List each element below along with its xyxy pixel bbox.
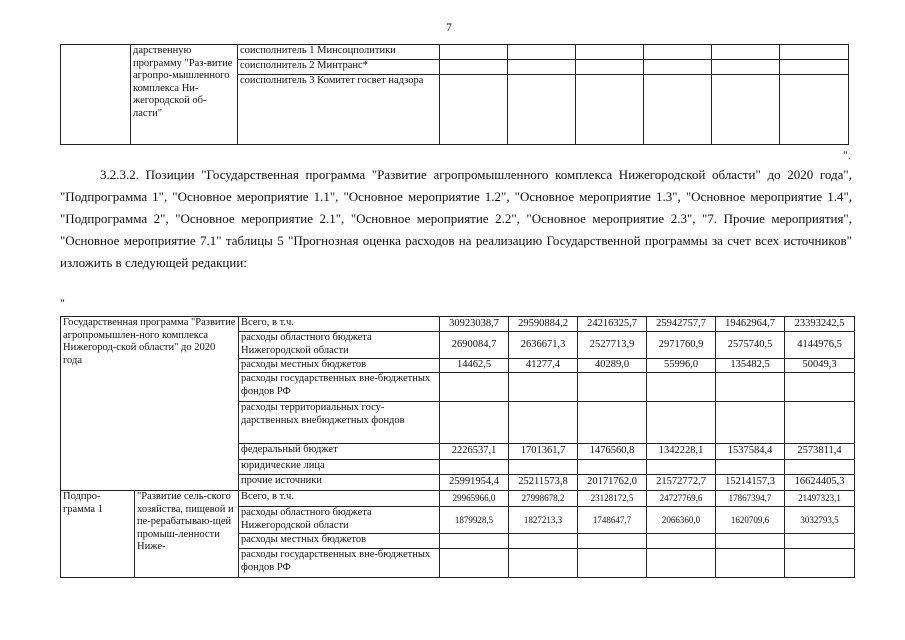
value-cell: 55996,0 xyxy=(647,359,716,373)
opening-quote: " xyxy=(60,296,65,310)
value-cell xyxy=(716,402,785,444)
row-label: расходы местных бюджетов xyxy=(239,359,440,373)
value-cell: 25211573,8 xyxy=(509,475,578,491)
value-cell xyxy=(509,402,578,444)
value-cell xyxy=(578,373,647,402)
row-label: расходы областного бюджета Нижегородской области xyxy=(239,332,440,359)
expenditure-table xyxy=(60,316,855,578)
value-cell: 17867394,7 xyxy=(716,491,785,507)
value-cell: 2226537,1 xyxy=(440,444,509,460)
value-cell xyxy=(716,549,785,578)
value-cell: 3032793,5 xyxy=(785,507,855,534)
value-cell: 29590884,2 xyxy=(509,317,578,332)
subprogram-label-cell: Подпро-грамма 1 xyxy=(61,491,135,578)
value-cell: 23128172,5 xyxy=(578,491,647,507)
value-cell: 50049,3 xyxy=(785,359,855,373)
value-cell: 21497323,1 xyxy=(785,491,855,507)
value-cell xyxy=(716,534,785,549)
value-cell xyxy=(440,373,509,402)
value-cell xyxy=(785,549,855,578)
value-cell xyxy=(440,534,509,549)
value-cell: 1620709,6 xyxy=(716,507,785,534)
row-label: Всего, в т.ч. xyxy=(239,491,440,507)
top-table xyxy=(60,44,849,145)
value-cell xyxy=(716,460,785,475)
value-cell: 14462,5 xyxy=(440,359,509,373)
value-cell xyxy=(647,549,716,578)
value-cell: 25942757,7 xyxy=(647,317,716,332)
row-label: расходы государственных вне-бюджетных фондов РФ xyxy=(239,373,440,402)
value-cell xyxy=(785,402,855,444)
paragraph-text: 3.2.3.2. Позиции "Государственная программа "Развитие агропромышленного комплекса Нижегородской области" до 2020 года", "Подпрограмма 1", "Основное мероприятие 1.1", "Основное мероприятие 1.2", "Основное мероприятие 1.3", "Основное мероприятие 1.4", "Подпрограмма 2", "Основное мероприятие 2.1", "Основное мероприятие 2.2", "Основное мероприятие 2.3", "7. Прочие мероприятия", "Основное мероприятие 7.1" таблицы 5 "Прогнозная оценка расходов на реализацию Государственной программы за счет всех источников" изложить в следующей редакции: xyxy=(60,167,852,270)
value-cell: 23393242,5 xyxy=(785,317,855,332)
row-label: федеральный бюджет xyxy=(239,444,440,460)
value-cell: 2066360,0 xyxy=(647,507,716,534)
table-row xyxy=(61,317,855,332)
value-cell: 20171762,0 xyxy=(578,475,647,491)
value-cell xyxy=(509,460,578,475)
value-cell: 1879928,5 xyxy=(440,507,509,534)
value-cell xyxy=(647,534,716,549)
amendment-paragraph xyxy=(60,164,852,274)
value-cell xyxy=(785,373,855,402)
value-cell xyxy=(509,373,578,402)
value-cell: 2527713,9 xyxy=(578,332,647,359)
value-cell xyxy=(578,549,647,578)
value-cell: 19462964,7 xyxy=(716,317,785,332)
value-cell xyxy=(578,534,647,549)
value-cell xyxy=(647,460,716,475)
value-cell: 1342228,1 xyxy=(647,444,716,460)
value-cell xyxy=(785,460,855,475)
value-cell xyxy=(509,549,578,578)
value-cell xyxy=(440,549,509,578)
value-cell xyxy=(647,373,716,402)
row-label: расходы местных бюджетов xyxy=(239,534,440,549)
row-label: Всего, в т.ч. xyxy=(239,317,440,332)
value-cell: 29965966,0 xyxy=(440,491,509,507)
closing-quote: ". xyxy=(843,148,851,162)
co-executor-row-label: соисполнитель 3 Комитет госвет надзора xyxy=(238,75,440,145)
value-cell xyxy=(440,402,509,444)
value-cell: 24727769,6 xyxy=(647,491,716,507)
value-cell: 2573811,4 xyxy=(785,444,855,460)
value-cell: 30923038,7 xyxy=(440,317,509,332)
value-cell: 40289,0 xyxy=(578,359,647,373)
value-cell: 41277,4 xyxy=(509,359,578,373)
row-label: прочие источники xyxy=(239,475,440,491)
value-cell: 4144976,5 xyxy=(785,332,855,359)
co-executor-row-label: соисполнитель 2 Минтранс* xyxy=(238,60,440,75)
value-cell: 24216325,7 xyxy=(578,317,647,332)
row-label: юридические лица xyxy=(239,460,440,475)
value-cell: 15214157,3 xyxy=(716,475,785,491)
value-cell: 27998678,2 xyxy=(509,491,578,507)
value-cell: 1827213,3 xyxy=(509,507,578,534)
value-cell: 16624405,3 xyxy=(785,475,855,491)
row-label: расходы государственных вне-бюджетных фондов РФ xyxy=(239,549,440,578)
value-cell: 2690084,7 xyxy=(440,332,509,359)
subprogram-name-cell: "Развитие сель-ского хозяйства, пищевой и пе-рерабатываю-щей промыш-ленности Ниже- xyxy=(135,491,239,578)
value-cell xyxy=(716,373,785,402)
value-cell xyxy=(509,534,578,549)
value-cell: 1476560,8 xyxy=(578,444,647,460)
value-cell xyxy=(440,460,509,475)
table-row xyxy=(61,491,855,507)
value-cell: 2575740,5 xyxy=(716,332,785,359)
value-cell: 2636671,3 xyxy=(509,332,578,359)
value-cell: 25991954,4 xyxy=(440,475,509,491)
empty-cell xyxy=(61,45,131,145)
row-label: расходы территориальных госу-дарственных внебюджетных фондов xyxy=(239,402,440,444)
program-fragment-cell: дарственную программу "Раз-витие агропро-мышленного комплекса Ни-жегородской об-ласти" xyxy=(131,45,238,145)
row-label: расходы областного бюджета Нижегородской области xyxy=(239,507,440,534)
value-cell xyxy=(647,402,716,444)
value-cell xyxy=(578,402,647,444)
subprogram-section xyxy=(61,491,855,578)
value-cell xyxy=(578,460,647,475)
program-label-cell: Государственная программа "Развитие агропромышлен-ного комплекса Нижегород-ской области" до 2020 года xyxy=(61,317,239,491)
value-cell: 1701361,7 xyxy=(509,444,578,460)
value-cell xyxy=(785,534,855,549)
page-number: 7 xyxy=(446,20,452,34)
value-cell: 1748647,7 xyxy=(578,507,647,534)
co-executor-row-label: соисполнитель 1 Минсоцполитики xyxy=(238,45,440,60)
value-cell: 21572772,7 xyxy=(647,475,716,491)
value-cell: 2971760,9 xyxy=(647,332,716,359)
program-section xyxy=(61,317,855,491)
value-cell: 135482,5 xyxy=(716,359,785,373)
value-cell: 1537584,4 xyxy=(716,444,785,460)
